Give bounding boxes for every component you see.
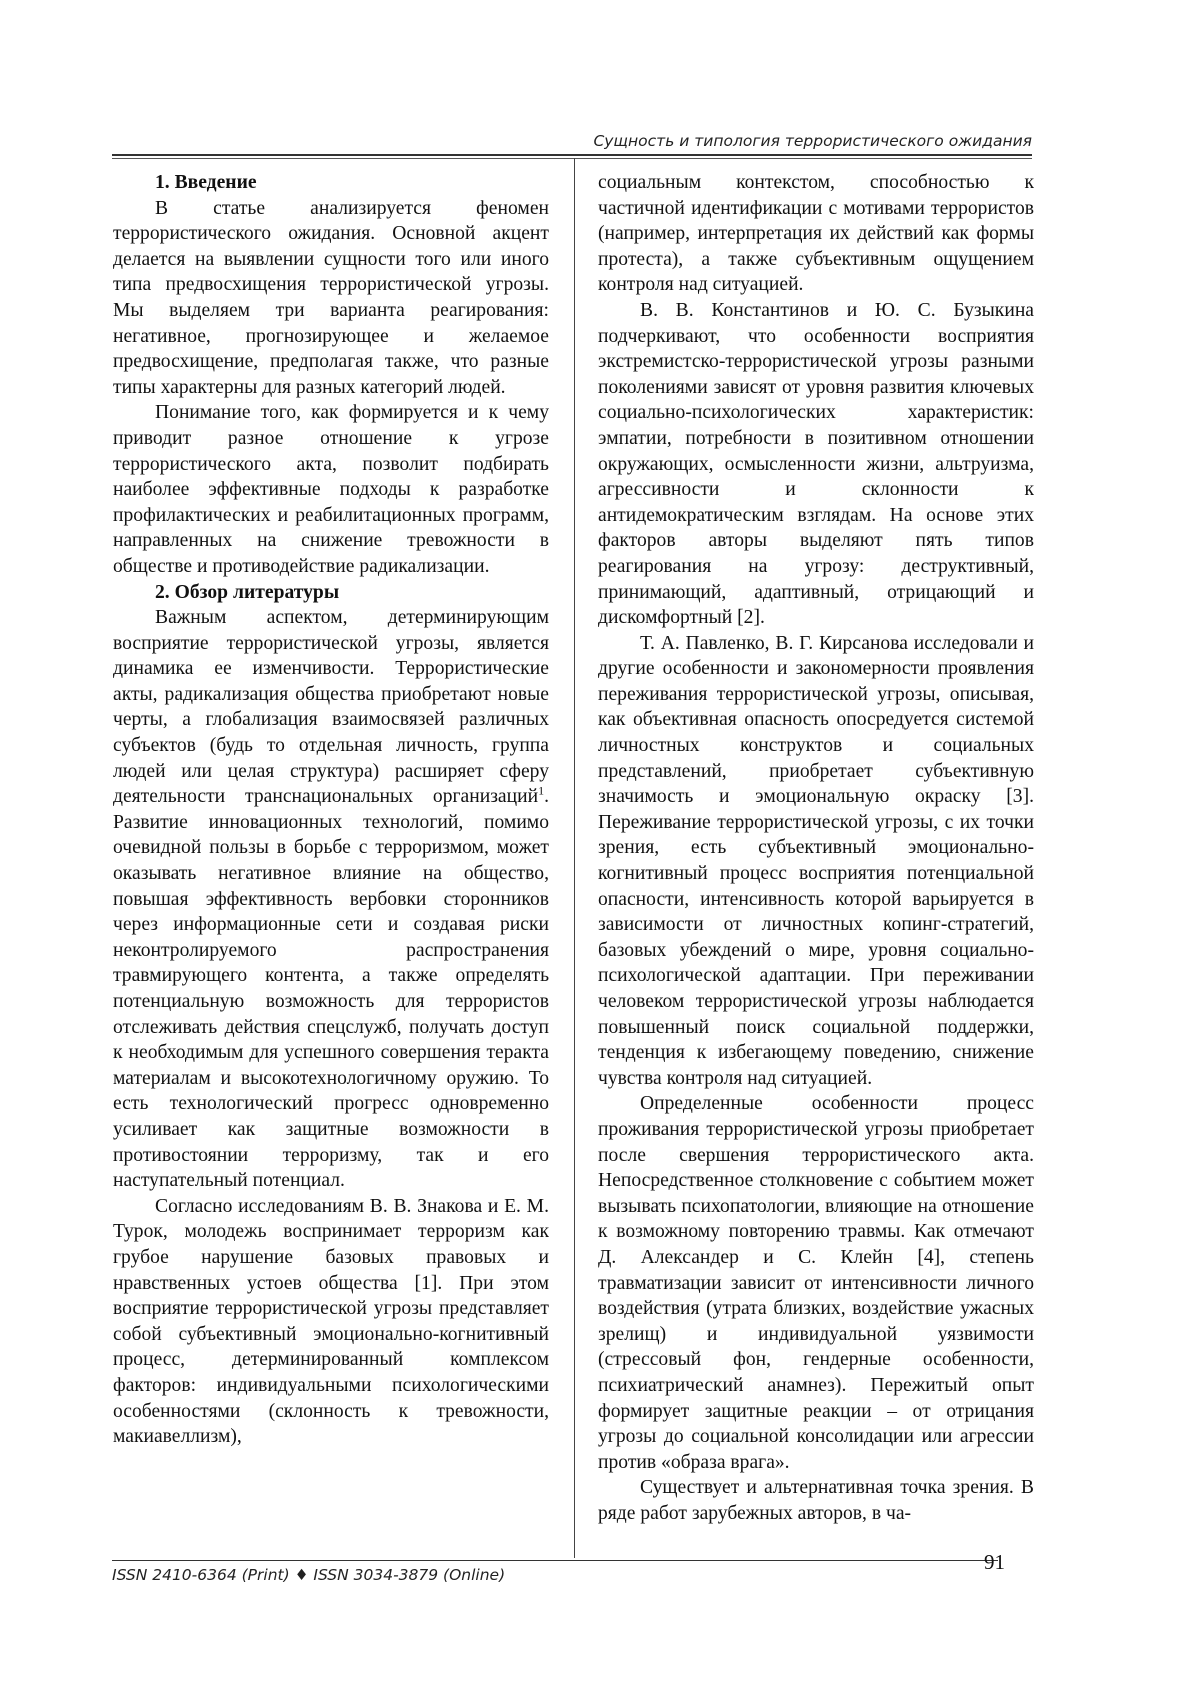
left-column (113, 170, 549, 1560)
paragraph: В. В. Константинов и Ю. С. Бузыкина подчеркивают, что особенности восприятия экстремистско-террористической угрозы разными поколениями зависят от уровня развития ключевых социально-психологических характеристик: эмпатии, потребности в позитивном отношении окружающих, осмысленности жизни, альтруизма, агрессивности и склонности к антидемократическим взглядам. На основе этих факторов авторы выделяют пять типов реагирования на угрозу: деструктивный, принимающий, адаптивный, отрицающий и дискомфортный [2]. (598, 299, 1034, 629)
paragraph-continued: социальным контекстом, способностью к частичной идентификации с мотивами террористов (например, интерпретация их действий как формы протеста), а также субъективным ощущением контроля над ситуацией. (598, 172, 1034, 296)
paragraph: Т. А. Павленко, В. Г. Кирсанова исследовали и другие особенности и закономерности проявления переживания террористической угрозы, описывая, как объективная опасность опосредуется системой личностных конструктов и социальных представлений, приобретает субъективную значимость и эмоциональную окраску [3]. Переживание террористической угрозы, с их точки зрения, есть субъективный эмоционально-когнитивный процесс восприятия потенциальной опасности, интенсивность которой варьируется в зависимости от личностных копинг-стратегий, базовых убеждений о мире, уровня социально-психологической адаптации. При переживании человеком террористической угрозы наблюдается повышенный поиск социальной поддержки, тенденция к избегающему поведению, снижение чувства контроля над ситуацией. (598, 632, 1034, 1089)
paragraph: Определенные особенности процесс проживания террористической угрозы приобретает после свершения террористического акта. Непосредственное столкновение с событием может вызывать психопатологии, влияющие на отношение к возможному повторению травмы. Как отмечают Д. Александер и С. Клейн [4], степень травматизации зависит от интенсивности личного воздействия (утрата близких, воздействие ужасных зрелищ) и индивидуальной уязвимости (стрессовый фон, гендерные особенности, психиатрический анамнез). Пережитый опыт формирует защитные реакции – от отрицания угрозы до социальной консолидации или агрессии против «образа врага». (598, 1093, 1034, 1473)
paragraph: Существует и альтернативная точка зрения. В ряде работ зарубежных авторов, в ча- (598, 1477, 1034, 1524)
page-number: 91 (984, 1550, 1005, 1574)
footnote-marker: 1 (538, 783, 545, 798)
paragraph (113, 605, 549, 1194)
issn-line: ISSN 2410-6364 (Print) ♦ ISSN 3034-3879 (Online) (112, 1566, 506, 1584)
running-title: Сущность и типология террористического ожидания (593, 132, 1032, 150)
footer-rule (112, 1560, 998, 1561)
header-rule (112, 154, 1032, 156)
section-heading-review: 2. Обзор литературы (155, 581, 340, 603)
right-column (598, 170, 1034, 1560)
header-rule-thin (112, 158, 1032, 159)
paragraph: В статье анализируется феномен террористического ожидания. Основной акцент делается на выявлении сущности того или иного типа предвосхищения террористической угрозы. Мы выделяем три варианта реагирования: негативное, прогнозирующее и желаемое предвосхищение, предполагая также, что разные типы характерны для разных категорий людей. (113, 197, 549, 398)
column-divider (574, 158, 575, 1558)
paragraph-text: Важным аспектом, детерминирующим восприятие террористической угрозы, является динамика ее изменчивости. Террористические акты, радикализация общества приобретают новые черты, а глобализация взаимосвязей различных субъектов (будь то отдельная личность, группа людей или целая структура) расширяет сферу деятельности транснациональных организаций (113, 607, 549, 808)
paragraph: Согласно исследованиям В. В. Знакова и Е. М. Турок, молодежь воспринимает терроризм как грубое нарушение базовых правовых и нравственных устоев общества [1]. При этом восприятие террористической угрозы представляет собой субъективный эмоционально-когнитивный процесс, детерминированный комплексом факторов: индивидуальными психологическими особенностями (склонность к тревожности, макиавеллизм), (113, 1195, 549, 1448)
section-heading-intro: 1. Введение (155, 172, 257, 193)
paragraph-text: . Развитие инновационных технологий, помимо очевидной пользы в борьбе с терроризмом, может оказывать негативное влияние на общество, повышая эффективность вербовки сторонников через информационные сети и создавая риски неконтролируемого распространения травмирующего контента, а также определять потенциальную возможность для террористов отслеживать действия спецслужб, получать доступ к необходимым для успешного совершения теракта материалам и высокотехнологичному оружию. То есть технологический прогресс одновременно усиливает как защитные возможности в противостоянии терроризму, так и его наступательный потенциал. (113, 786, 549, 1192)
paragraph: Понимание того, как формируется и к чему приводит разное отношение к угрозе террористического акта, позволит подбирать наиболее эффективные подходы к разработке профилактических и реабилитационных программ, направленных на снижение тревожности в обществе и противодействие радикализации. (113, 402, 549, 577)
